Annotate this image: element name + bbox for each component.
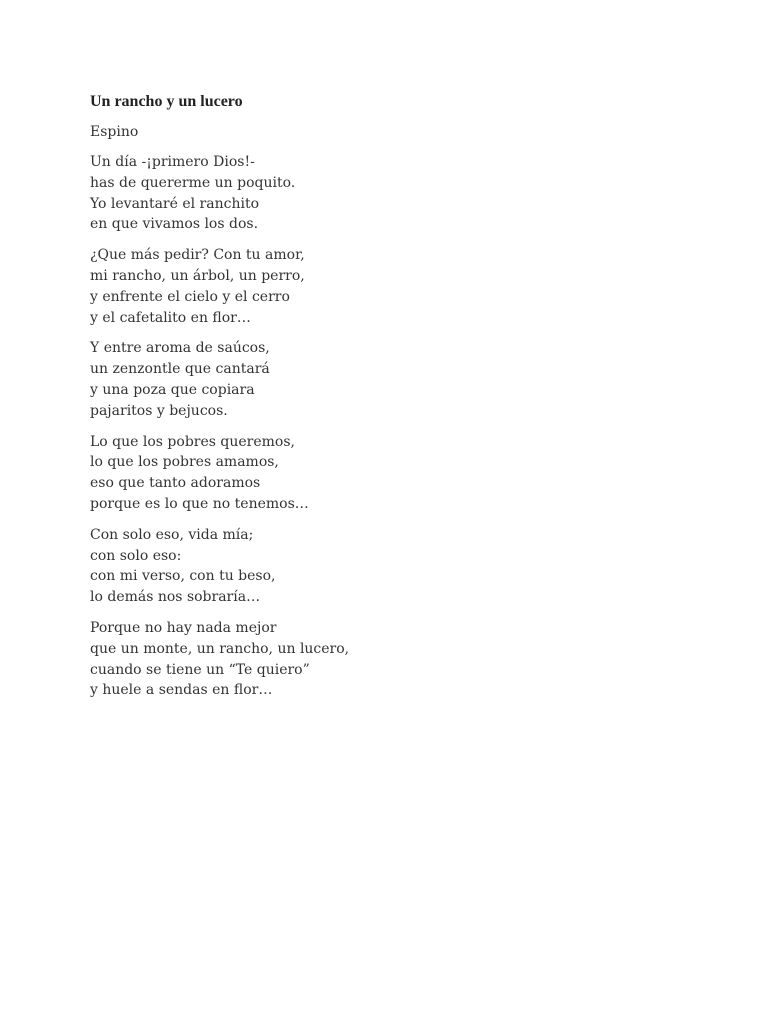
poem-line: un zenzontle que cantará xyxy=(90,361,270,378)
poem-page xyxy=(90,91,690,711)
poem-line: en que vivamos los dos. xyxy=(90,216,259,233)
stanza-5 xyxy=(90,525,690,608)
poem-title: Un rancho y un lucero xyxy=(90,93,243,110)
stanza-2 xyxy=(90,245,690,328)
poem-line: pajaritos y bejucos. xyxy=(90,402,228,419)
poem-line: y una poza que copiara xyxy=(90,381,255,398)
poem-line: y el cafetalito en flor… xyxy=(90,309,251,326)
poem-line: Yo levantaré el ranchito xyxy=(90,195,259,212)
poem-line: con mi verso, con tu beso, xyxy=(90,568,276,585)
poem-line: Un día -¡primero Dios!- xyxy=(90,154,255,170)
poem-line: mi rancho, un árbol, un perro, xyxy=(90,267,305,284)
poem-line: porque es lo que no tenemos… xyxy=(90,495,309,512)
poem-line: con solo eso: xyxy=(90,547,182,564)
poem-line: Porque no hay nada mejor xyxy=(90,619,277,636)
poem-line: y huele a sendas en flor… xyxy=(90,682,273,699)
poem-line: cuando se tiene un “Te quiero” xyxy=(90,661,310,678)
poem-line: has de quererme un poquito. xyxy=(90,174,296,191)
poem-line: que un monte, un rancho, un lucero, xyxy=(90,640,350,657)
poem-line: eso que tanto adoramos xyxy=(90,475,261,492)
poem-line: Y entre aroma de saúcos, xyxy=(90,340,270,357)
stanza-1 xyxy=(90,152,690,235)
poem-author: Espino xyxy=(90,124,139,140)
poem-line: ¿Que más pedir? Con tu amor, xyxy=(90,247,305,264)
poem-line: Con solo eso, vida mía; xyxy=(90,526,254,543)
stanza-6 xyxy=(90,618,690,701)
stanza-4 xyxy=(90,432,690,515)
poem-line: Lo que los pobres queremos, xyxy=(90,433,295,450)
poem-line: lo que los pobres amamos, xyxy=(90,454,279,471)
poem-line: y enfrente el cielo y el cerro xyxy=(90,288,290,305)
poem-line: lo demás nos sobraría… xyxy=(90,589,261,606)
stanza-3 xyxy=(90,338,690,421)
